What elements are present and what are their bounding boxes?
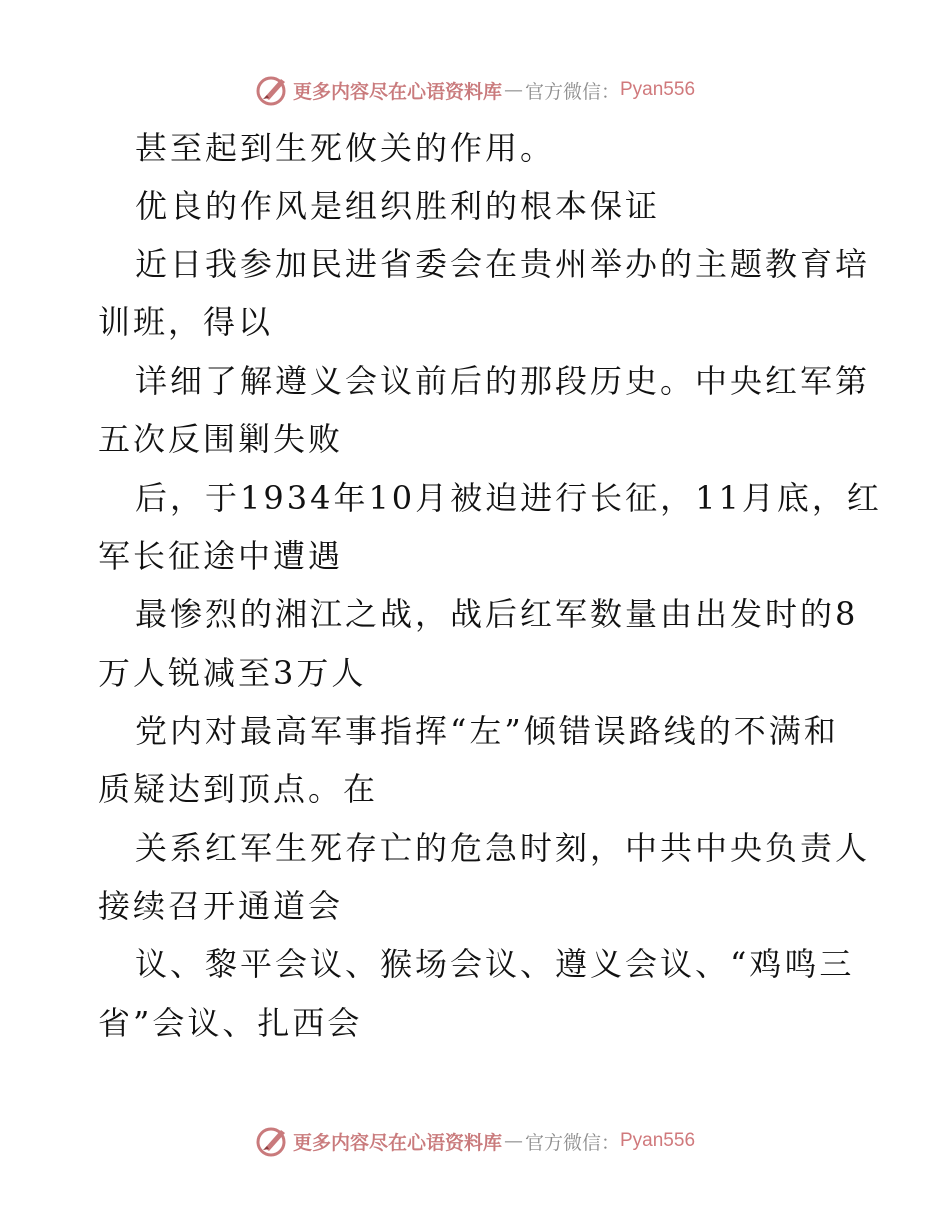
header-watermark (0, 70, 950, 110)
text-line: 五次反围剿失败 (98, 420, 344, 458)
text-line: 甚至起到生死攸关的作用。 (135, 129, 556, 167)
watermark-wechat-prefix: 官方微信： (524, 80, 620, 103)
text-line: 接续召开通道会 (98, 887, 344, 925)
watermark-dash: — (503, 1130, 523, 1152)
text-line: 质疑达到顶点。在 (98, 770, 379, 808)
text-line: 关系红军生死存亡的危急时刻，中共中央负责人 (135, 829, 871, 867)
text-line: 近日我参加民进省委会在贵州举办的主题教育培 (135, 245, 871, 283)
text-line: 省”会议、扎西会 (98, 1004, 363, 1042)
text-line: 后，于1934年10月被迫进行长征，11月底，红 (135, 479, 882, 517)
text-line: 军长征途中遭遇 (98, 537, 344, 575)
watermark-wechat-id: Pyan556 (620, 1130, 696, 1151)
watermark-site-text: 更多内容尽在心语资料库 (292, 80, 502, 103)
text-line: 议、黎平会议、猴场会议、遵义会议、“鸡鸣三 (135, 945, 855, 983)
text-line: 训班，得以 (98, 303, 274, 341)
text-line: 最惨烈的湘江之战，战后红军数量由出发时的8 (135, 595, 859, 633)
watermark-wechat-id: Pyan556 (620, 79, 696, 100)
brand-logo-icon (255, 1124, 289, 1158)
watermark-dash: — (503, 79, 523, 101)
text-line: 党内对最高军事指挥“左”倾错误路线的不满和 (135, 712, 839, 750)
text-line: 万人锐减至3万人 (98, 654, 367, 692)
text-line: 详细了解遵义会议前后的那段历史。中央红军第 (135, 362, 871, 400)
text-line: 优良的作风是组织胜利的根本保证 (135, 187, 661, 225)
footer-watermark (0, 1121, 950, 1161)
watermark-site-text: 更多内容尽在心语资料库 (292, 1131, 502, 1154)
watermark-wechat-prefix: 官方微信： (524, 1131, 620, 1154)
brand-logo-icon (255, 73, 289, 107)
